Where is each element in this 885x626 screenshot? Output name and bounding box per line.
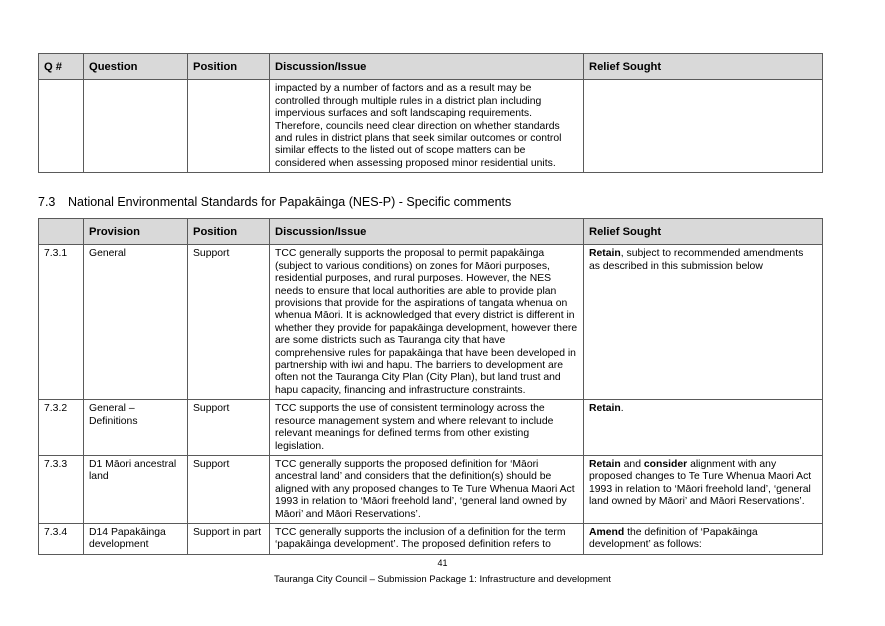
cell-relief xyxy=(584,80,823,173)
continued-submission-table xyxy=(38,53,823,173)
relief-text: the definition of ‘Papakāinga development’ as follows: xyxy=(589,526,758,551)
header-discussion: Discussion/Issue xyxy=(270,54,584,80)
cell-position: Support xyxy=(188,245,270,400)
cell-number: 7.3.4 xyxy=(39,523,84,554)
cell-position xyxy=(188,80,270,173)
page-footer: Tauranga City Council – Submission Package 1: Infrastructure and development xyxy=(274,574,611,585)
relief-action: Retain xyxy=(589,403,621,415)
cell-provision: D14 Papakāinga development xyxy=(84,523,188,554)
cell-relief xyxy=(584,455,823,523)
section-number: 7.3 xyxy=(38,195,56,209)
table-header-row xyxy=(39,219,823,245)
cell-relief xyxy=(584,245,823,400)
header-position: Position xyxy=(188,54,270,80)
header-number xyxy=(39,219,84,245)
header-q-number: Q # xyxy=(39,54,84,80)
cell-number: 7.3.1 xyxy=(39,245,84,400)
cell-discussion: TCC supports the use of consistent terminology across the resource management system and where relevant to include relevant meanings for defined terms from other existing legislation. xyxy=(270,400,584,456)
header-relief: Relief Sought xyxy=(584,219,823,245)
relief-text: alignment with any proposed changes to Te Ture Whenua Maori Act 1993 in relation to ‘Māori freehold land’, ‘general land owned by Māori’ and Māori Reservations’. xyxy=(589,458,812,508)
page-number: 41 xyxy=(437,558,448,568)
section-title: National Environmental Standards for Papakāinga (NES-P) - Specific comments xyxy=(68,195,512,209)
table-header-row xyxy=(39,54,823,80)
cell-number: 7.3.2 xyxy=(39,400,84,456)
cell-provision: General xyxy=(84,245,188,400)
cell-q-number xyxy=(39,80,84,173)
table-row xyxy=(39,400,823,456)
relief-text: . xyxy=(620,403,624,415)
header-question: Question xyxy=(84,54,188,80)
cell-relief xyxy=(584,400,823,456)
header-position: Position xyxy=(188,219,270,245)
section-heading xyxy=(38,195,511,209)
cell-discussion: impacted by a number of factors and as a result may be controlled through multiple rules in a district plan including impervious surfaces and soft landscaping requirements. Therefore, councils need clear direction on whether standards and rules in district plans that seek similar outcomes or control similar effects to the listed out of scope matters can be considered when assessing proposed minor residential units. xyxy=(270,80,584,173)
relief-action: Retain xyxy=(589,248,621,260)
table-row xyxy=(39,245,823,400)
relief-action-secondary: consider xyxy=(643,458,688,470)
header-relief: Relief Sought xyxy=(584,54,823,80)
cell-position: Support xyxy=(188,455,270,523)
relief-action: Retain xyxy=(589,458,621,470)
relief-connector: and xyxy=(620,458,644,470)
cell-relief xyxy=(584,523,823,554)
relief-text: , subject to recommended amendments as described in this submission below xyxy=(589,248,804,272)
table-row xyxy=(39,523,823,554)
relief-action: Amend xyxy=(589,526,625,538)
table-row xyxy=(39,455,823,523)
cell-question xyxy=(84,80,188,173)
header-provision: Provision xyxy=(84,219,188,245)
cell-provision: General – Definitions xyxy=(84,400,188,456)
cell-discussion: TCC generally supports the proposed definition for ‘Māori ancestral land’ and considers that the definition(s) should be aligned with any proposed changes to Te Ture Whenua Maori Act 1993 in relation to ‘Māori freehold land’, ‘general land owned by Māori’ and Māori Reservations’. xyxy=(270,455,584,523)
cell-discussion: TCC generally supports the inclusion of a definition for the term ‘papakāinga development’. The proposed definition refers to xyxy=(270,523,584,554)
cell-discussion: TCC generally supports the proposal to permit papakāinga (subject to various conditions) on zones for Māori purposes, residential purposes, and rural purposes. However, the NES needs to ensure that local authorities are able to provide plan provisions that provide for the aspirations of tangata whenua on whenua Māori. It is acknowledged that every district is different in whether they provide for papakāinga development, however there are some districts such as Tauranga city that have comprehensive rules for papakāinga that have been developed in partnership with iwi and hapu. The barriers to development are often not the Tauranga City Plan (City Plan), but land trust and hapu capacity, financing and infrastructure constraints. xyxy=(270,245,584,400)
nes-p-comments-table xyxy=(38,218,823,555)
header-discussion: Discussion/Issue xyxy=(270,219,584,245)
table-row xyxy=(39,80,823,173)
cell-provision: D1 Māori ancestral land xyxy=(84,455,188,523)
cell-number: 7.3.3 xyxy=(39,455,84,523)
cell-position: Support in part xyxy=(188,523,270,554)
cell-position: Support xyxy=(188,400,270,456)
